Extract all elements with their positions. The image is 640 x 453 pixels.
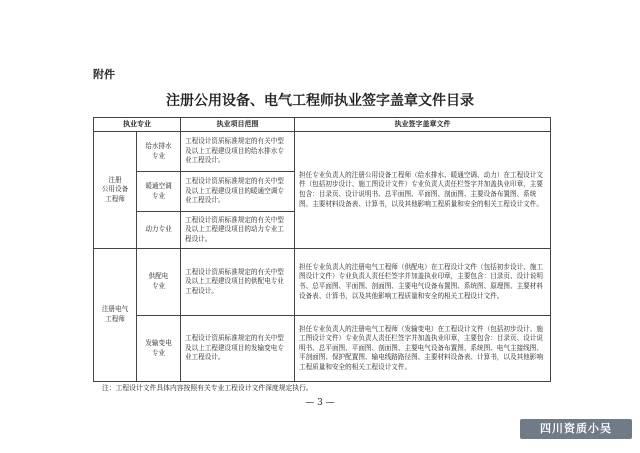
sub-major-cell (137, 172, 181, 212)
header-major: 执业专业 (94, 118, 181, 132)
major-label: 注册电气 工程师 (101, 305, 129, 323)
scope-cell: 工程设计资质标准规定的有关中型及以上工程建设项目的给水排水专业工程设计。 (181, 132, 295, 172)
footnote: 注：工程设计文件具体内容按照有关专业工程设计文件深度规定执行。 (102, 384, 313, 392)
sub-major-label: 发输变电 专业 (145, 338, 172, 357)
attachment-label: 附件 (93, 68, 115, 81)
sub-major-cell (137, 249, 181, 316)
signature-document-table (93, 117, 551, 382)
sub-major-label: 供配电 专业 (148, 272, 169, 290)
documents-cell: 担任专业负责人的注册公用设备工程师（给水排水、暖通空调、动力）在工程设计文件（包括初步设计、施工图设计文件）专业负责人责任栏签字并加盖执业印章，主要包含：目录页、设计说明书、总平面图、平面图、剖面图、主要设备布置图、系统图、主要材料设备表、计算书，以及其他影响工程质量和安全的相关工程设计文件。 (295, 132, 551, 249)
sub-major-cell (137, 316, 181, 382)
sub-major-cell (137, 212, 181, 249)
scope-cell: 工程设计资质标准规定的有关中型及以上工程建设项目的供配电专业工程设计。 (181, 249, 295, 316)
page-number: — 3 — (305, 398, 335, 408)
major-cell (94, 132, 137, 249)
scope-cell: 工程设计资质标准规定的有关中型及以上工程建设项目的暖通空调专业工程设计。 (181, 172, 295, 212)
table-row (94, 316, 551, 382)
scope-cell: 工程设计资质标准规定的有关中型及以上工程建设项目的动力专业工程设计。 (181, 212, 295, 249)
header-scope: 执业项目范围 (181, 118, 295, 132)
documents-cell: 担任专业负责人的注册电气工程师（供配电）在工程设计文件（包括初步设计、施工图设计文件）专业负责人责任栏签字并加盖执业印章，主要包含：目录页、设计说明书、总平面图、平面图、剖面图、主要电气设备布置图、系统图、原理图、主要材料设备表、计算书，以及其他影响工程质量和安全的相关工程设计文件。 (295, 249, 551, 316)
table-row (94, 249, 551, 316)
header-documents: 执业签字盖章文件 (295, 118, 551, 132)
sub-major-label: 暖通空调 专业 (145, 181, 172, 200)
documents-cell: 担任专业负责人的注册电气工程师（发输变电）在工程设计文件（包括初步设计、施工图设计文件）专业负责人责任栏签字并加盖执业印章，主要包含：目录页、设计说明书、总平面图、平面图、剖面图、主要电气设备布置图、系统图、电气主接线图、平剖面图、保护配置图、输电线路路径图、主要材料设备表、计算书，以及其他影响工程质量和安全的相关工程设计文件。 (295, 316, 551, 382)
sub-major-label: 动力专业 (145, 225, 172, 234)
scope-cell: 工程设计资质标准规定的有关中型及以上工程建设项目的发输变电专业工程设计。 (181, 316, 295, 382)
sub-major-cell (137, 132, 181, 172)
watermark-logo: 四川资质小吴 (520, 419, 632, 439)
major-cell (94, 249, 137, 382)
major-label: 注册 公用设备 工程师 (101, 175, 129, 203)
sub-major-label: 给水排水 专业 (145, 141, 172, 160)
document-title: 注册公用设备、电气工程师执业签字盖章文件目录 (166, 93, 474, 109)
table-header-row (94, 118, 551, 132)
table-row (94, 132, 551, 172)
